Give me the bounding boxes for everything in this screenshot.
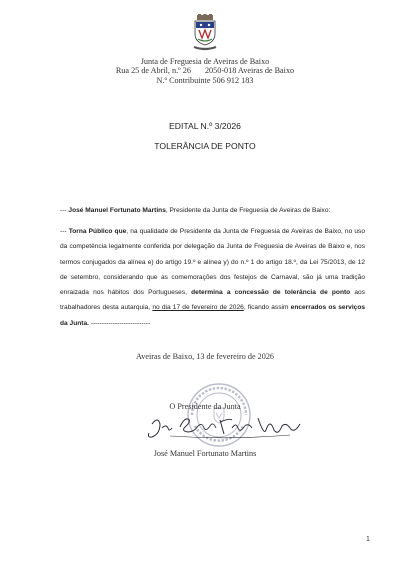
tax-number: N.º Contribuinte 506 912 183	[156, 75, 254, 85]
main-paragraph	[60, 224, 365, 331]
signatory-role: O Presidente da Junta	[169, 402, 241, 411]
org-name: Junta de Freguesia de Aveiras de Baixo	[140, 57, 270, 66]
edital-number: EDITAL N.º 3/2026	[169, 121, 241, 131]
announcement-lead: Torna Público que	[68, 228, 127, 235]
place-and-date: Aveiras de Baixo, 13 de fevereiro de 2026	[135, 352, 275, 361]
page-number: 1	[366, 536, 370, 543]
president-name: José Manuel Fortunato Martins	[68, 207, 166, 214]
decision-text: determina a concessão de tolerância de ponto	[191, 289, 351, 297]
closure-notice: encerrados os serviços da Junta.	[60, 304, 366, 327]
edital-subject: TOLERÂNCIA DE PONTO	[154, 141, 256, 151]
street-address: Rua 25 de Abril, n.º 26	[115, 66, 191, 76]
connector-text: , ficando assim	[243, 304, 291, 312]
beneficiaries-text: aos trabalhadores desta autarquia,	[60, 289, 366, 312]
intro-paragraph	[60, 205, 360, 216]
dash-prefix: ---	[60, 228, 69, 235]
dash-suffix: ---------------------------	[88, 319, 151, 327]
legal-basis-text: , na qualidade de Presidente da Junta de Freguesia de Aveiras de Baixo, no uso da competência legalmente conferida por delegação da Junta de Freguesia de Aveiras de Baixo e, nos termos conjugados da alínea e) do artigo 19.º e alínea y) do n.º 1 do artigo 18.º, da Lei 75/2013, de 12 de setembro, considerando que as comemorações dos festejos de Carnaval, são já uma tradição enraizada nos hábitos dos Portugueses,	[60, 228, 365, 297]
letterhead	[0, 57, 410, 85]
intro-text: , Presidente da Junta de Freguesia de Aveiras de Baixo:	[165, 207, 331, 214]
coat-of-arms-icon	[190, 14, 220, 52]
postal-code: 2050-018 Aveiras de Baixo	[204, 66, 295, 76]
holiday-date: no dia 17 de fevereiro de 2026	[152, 304, 244, 312]
dash-prefix: ---	[60, 207, 69, 214]
handwritten-signature-icon	[140, 410, 310, 444]
signatory-name: José Manuel Fortunato Martins	[153, 449, 257, 458]
address-line	[0, 66, 410, 75]
